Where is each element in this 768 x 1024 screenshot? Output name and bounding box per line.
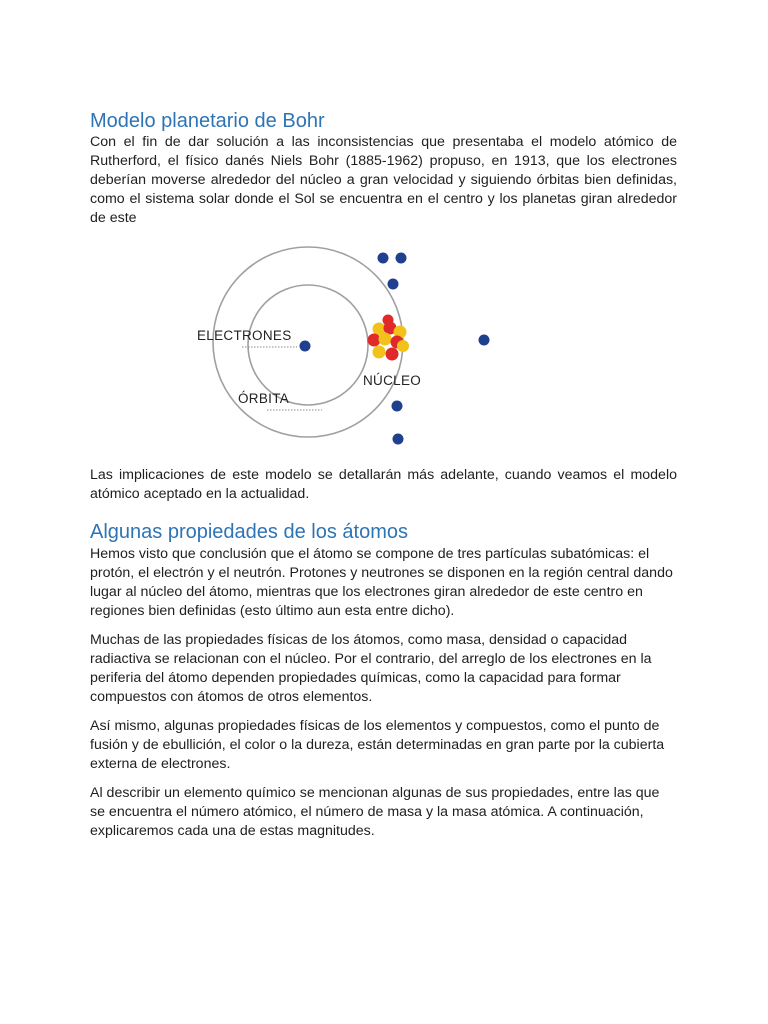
electron [378,253,389,264]
paragraph-properties-3: Así mismo, algunas propiedades físicas de los elementos y compuestos, como el punto de fusión y de ebullición, el color o la dureza, están determinadas en gran parte por la cubierta externa de electrones. [90,718,665,772]
electron [396,253,407,264]
paragraph-bohr-implications: Las implicaciones de este modelo se detallarán más adelante, cuando veamos el modelo atómico aceptado en la actualidad. [90,467,677,502]
neutron [397,340,409,352]
paragraph-properties-1: Hemos visto que conclusión que el átomo se compone de tres partículas subatómicas: el protón, el electrón y el neutrón. Protones y neutrones se disponen en la región central dando lugar al núcleo del átomo, mientras que los electrones giran alrededor de este centro en regiones bien definidas (esto último aun esta entre dicho). [90,546,673,619]
nucleus-label: NÚCLEO [363,373,422,388]
section-title-properties: Algunas propiedades de los átomos [90,521,408,543]
proton [368,334,381,347]
electron [479,335,490,346]
paragraph-properties-2: Muchas de las propiedades físicas de los átomos, como masa, densidad o capacidad radiactiva se relacionan con el núcleo. Por el contrario, del arreglo de los electrones en la periferia del átomo dependen propiedades químicas, como la capacidad para formar compuestos con átomos de otros elementos. [90,632,652,705]
bohr-atom-figure [195,246,515,452]
paragraph-bohr-intro: Con el fin de dar solución a las inconsistencias que presentaba el modelo atómico de Rutherford, el físico danés Niels Bohr (1885-1962) propuso, en 1913, que los electrones deberían moverse alrededor del núcleo a gran velocidad y siguiendo órbitas bien definidas, como el sistema solar donde el Sol se encuentra en el centro y los planetas giran alrededor de este [90,134,677,226]
neutron [373,346,386,359]
electrons-label: ELECTRONES [197,328,292,343]
electron [392,401,403,412]
bohr-atom-diagram [195,246,515,452]
neutron [379,333,392,346]
electron [388,279,399,290]
section-title-bohr: Modelo planetario de Bohr [90,110,325,132]
paragraph-properties-4: Al describir un elemento químico se mencionan algunas de sus propiedades, entre las que se encuentra el número atómico, el número de masa y la masa atómica. A continuación, explicaremos cada una de estas magnitudes. [90,785,660,839]
proton [386,348,399,361]
electron [393,434,404,445]
orbit-label: ÓRBITA [238,391,290,406]
proton [383,315,394,326]
electron [300,341,311,352]
